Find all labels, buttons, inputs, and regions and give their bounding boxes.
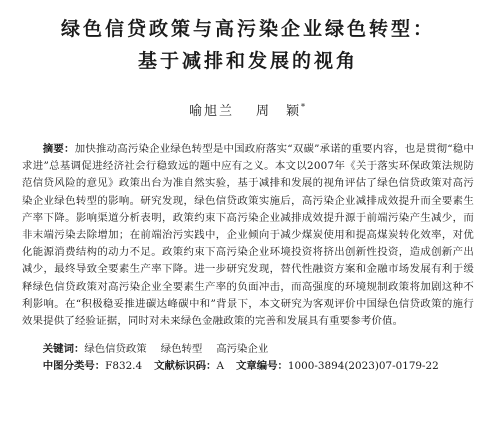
abstract-text: 加快推动高污染企业绿色转型是中国政府落实“双碳”承诺的重要内容，也是贯彻“稳中求进”总基调促进经济社会行稳致远的题中应有之义。本文以2007年《关于落实环保政策法规防范信贷风险的意见》政策出台为准自然实验，基于减排和发展的视角评估了绿色信贷政策对高污染企业绿色转型的影响。研究发现，绿色信贷政策实施后，高污染企业减排成效提升而全要素生产率下降。影响渠道分析表明，政策约束下高污染企业减排成效提升源于前端污染产生减少，而非末端污染去除增加；在前端治污实践中，企业倾向于减少煤炭使用和提高煤炭转化效率，对优化能源消费结构的动力不足。政策约束下高污染企业环境投资将挤出创新性投资，造成创新产出减少，最终导致全要素生产率下降。进一步研究发现，替代性融资方案和金融市场发展有利于缓释绿色信贷政策对高污染企业全要素生产率的负面冲击，而高强度的环境规制政策将加剧这种不利影响。在“积极稳妥推进碳达峰碳中和”背景下，本文研究为客观评价中国绿色信贷政策的施行效果提供了经验证据，同时对未来绿色金融政策的完善和发展具有重要参考价值。 [22,143,474,328]
article-number-label: 文章编号： [235,359,288,372]
clc-value: F832.4 [105,359,143,372]
author-list [22,100,474,119]
article-number-value: 1000-3894(2023)07-0179-22 [287,359,439,372]
keyword-1: 绿色信贷政策 [84,342,147,355]
article-number [236,360,439,372]
keyword-2: 绿色转型 [160,342,203,355]
clc-number [43,360,142,372]
document-code-label: 文献标识码： [154,359,217,372]
abstract [22,141,474,330]
keyword-3: 高污染企业 [216,342,269,355]
document-code [154,360,224,372]
clc-label: 中图分类号： [42,359,106,372]
document-code-value: A [216,359,224,372]
corresponding-author-marker: * [301,102,308,112]
paper-title-line-2: 基于减排和发展的视角 [137,50,358,72]
classification-info [22,358,474,375]
author-2: 周 颖 [256,104,302,119]
paper-title-line-1: 绿色信贷政策与高污染企业绿色转型： [60,18,435,40]
keywords [22,341,474,358]
author-1: 喻旭兰 [188,104,234,119]
abstract-label: 摘要： [42,143,75,155]
keywords-label: 关键词： [42,342,85,355]
